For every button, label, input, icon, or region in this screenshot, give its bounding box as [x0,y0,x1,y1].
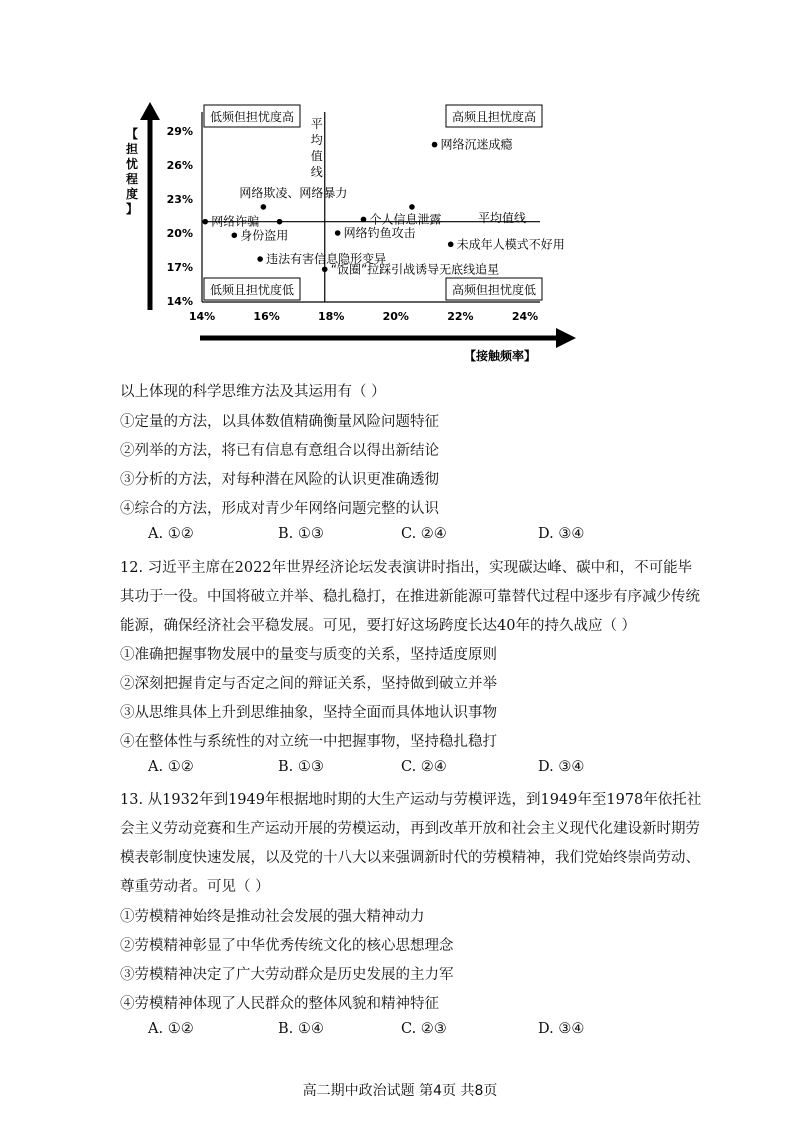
quadrant-bottom-right: 高频但担忧度低 [451,283,537,297]
y-axis-arrowhead [140,102,160,120]
x-tick-label: 20% [382,310,409,323]
data-point-label: 未成年人模式不好用 [456,237,565,252]
q11-item-4: ④综合的方法，形成对青少年网络问题完整的认识 [120,501,439,517]
q13-item-2: ②劳模精神彰显了中华优秀传统文化的核心思想理念 [120,938,454,954]
q13-option-d[interactable]: D. ③④ [538,1021,585,1037]
q13-stem-line-3: 模表彰制度快速发展，以及党的十八大以来强调新时代的劳模精神，我们党始终崇尚劳动、 [120,850,700,866]
y-tick-label: 23% [166,193,193,206]
q12-option-d[interactable]: D. ③④ [538,759,585,775]
data-point-label: 个人信息泄露 [369,212,442,227]
q13-stem-line-2: 会主义劳动竞赛和生产运动开展的劳模运动，再到改革开放和社会主义现代化建设新时期劳 [120,821,700,837]
data-point-label: 网络欺凌、网络暴力 [239,185,348,200]
data-point [257,256,263,262]
q11-option-c[interactable]: C. ②④ [401,526,447,542]
q13-option-b[interactable]: B. ①④ [278,1021,324,1037]
data-point-label: 违法有害信息隐形变异 [266,252,387,267]
y-tick-label: 26% [166,159,193,172]
quadrant-top-right: 高频且担忧度高 [451,110,537,124]
avg-x-label: 平均值线 [310,117,323,179]
q11-option-b[interactable]: B. ①③ [278,526,324,542]
data-point [202,219,208,225]
x-tick-label: 18% [318,310,345,323]
y-axis-title: 【担忧程度】 [126,127,139,216]
data-point-label: 身份盗用 [240,228,289,243]
q13-stem-line-4: 尊重劳动者。可见（ ） [120,879,270,895]
data-point [432,142,438,148]
y-tick-label: 14% [166,295,193,308]
y-tick-label: 20% [166,227,193,240]
data-point-label: “饭圈”拉踩引战诱导无底线追星 [330,262,500,277]
q11-item-1: ①定量的方法，以具体数值精确衡量风险问题特征 [120,414,439,430]
x-tick-label: 22% [447,310,474,323]
data-point [361,217,367,223]
data-point [409,204,415,210]
data-point [322,266,328,272]
data-point-label: 网络沉迷成瘾 [440,137,513,152]
quadrant-top-left: 低频但担忧度高 [209,110,295,124]
y-tick-label: 17% [166,261,193,274]
q13-option-c[interactable]: C. ②③ [401,1021,447,1037]
q13-item-4: ④劳模精神体现了人民群众的整体风貌和精神特征 [120,996,439,1012]
data-point [277,219,283,225]
q12-item-2: ②深刻把握肯定与否定之间的辩证关系，坚持做到破立并举 [120,676,497,692]
q12-option-c[interactable]: C. ②④ [401,759,447,775]
data-point [261,204,267,210]
data-point-label: 网络钓鱼攻击 [343,226,416,240]
q12-stem-line-2: 其功于一役。中国将破立并举、稳扎稳打，在推进新能源可靠替代过程中逐步有序减少传统 [120,589,700,605]
q12-item-3: ③从思维具体上升到思维抽象，坚持全面而具体地认识事物 [120,705,497,721]
quadrant-bottom-left: 低频且担忧度低 [209,283,295,297]
data-point [335,230,341,236]
x-tick-label: 24% [511,310,539,323]
x-tick-label: 16% [253,310,280,323]
q12-item-4: ④在整体性与系统性的对立统一中把握事物，坚持稳扎稳打 [120,734,497,750]
risk-scatter-chart [0,0,800,380]
q12-option-b[interactable]: B. ①③ [278,759,324,775]
q12-option-a[interactable]: A. ①② [148,759,194,775]
y-tick-label: 29% [166,125,193,138]
x-axis-title: 【接触频率】 [463,349,537,363]
q11-option-d[interactable]: D. ③④ [538,526,585,542]
q12-item-1: ①准确把握事物发展中的量变与质变的关系，坚持适度原则 [120,647,497,663]
q11-option-a[interactable]: A. ①② [148,526,194,542]
page-footer: 高二期中政治试题 第4页 共8页 [302,1083,498,1099]
x-tick-label: 14% [188,310,216,323]
q13-item-1: ①劳模精神始终是推动社会发展的强大精神动力 [120,909,425,925]
q11-item-3: ③分析的方法，对每种潜在风险的认识更准确透彻 [120,472,439,488]
q12-stem-line-3: 能源，确保经济社会平稳发展。可见，要打好这场跨度长达40年的持久战应（ ） [120,618,637,634]
x-axis-arrowhead [556,328,576,348]
q11-item-2: ②列举的方法，将已有信息有意组合以得出新结论 [120,443,439,459]
q13-option-a[interactable]: A. ①② [148,1021,194,1037]
data-point [448,242,454,248]
data-point-label: 网络诈骗 [211,214,260,229]
q12-stem-line-1: 12. 习近平主席在2022年世界经济论坛发表演讲时指出，实现碳达峰、碳中和，不可能毕 [120,560,693,576]
q11-stem: 以上体现的科学思维方法及其运用有（ ） [120,384,386,400]
q13-item-3: ③劳模精神决定了广大劳动群众是历史发展的主力军 [120,967,454,983]
data-point [232,232,238,238]
q13-stem-line-1: 13. 从1932年到1949年根据地时期的大生产运动与劳模评选，到1949年至1978年依托社 [120,792,702,808]
avg-y-label: 平均值线 [478,211,527,225]
